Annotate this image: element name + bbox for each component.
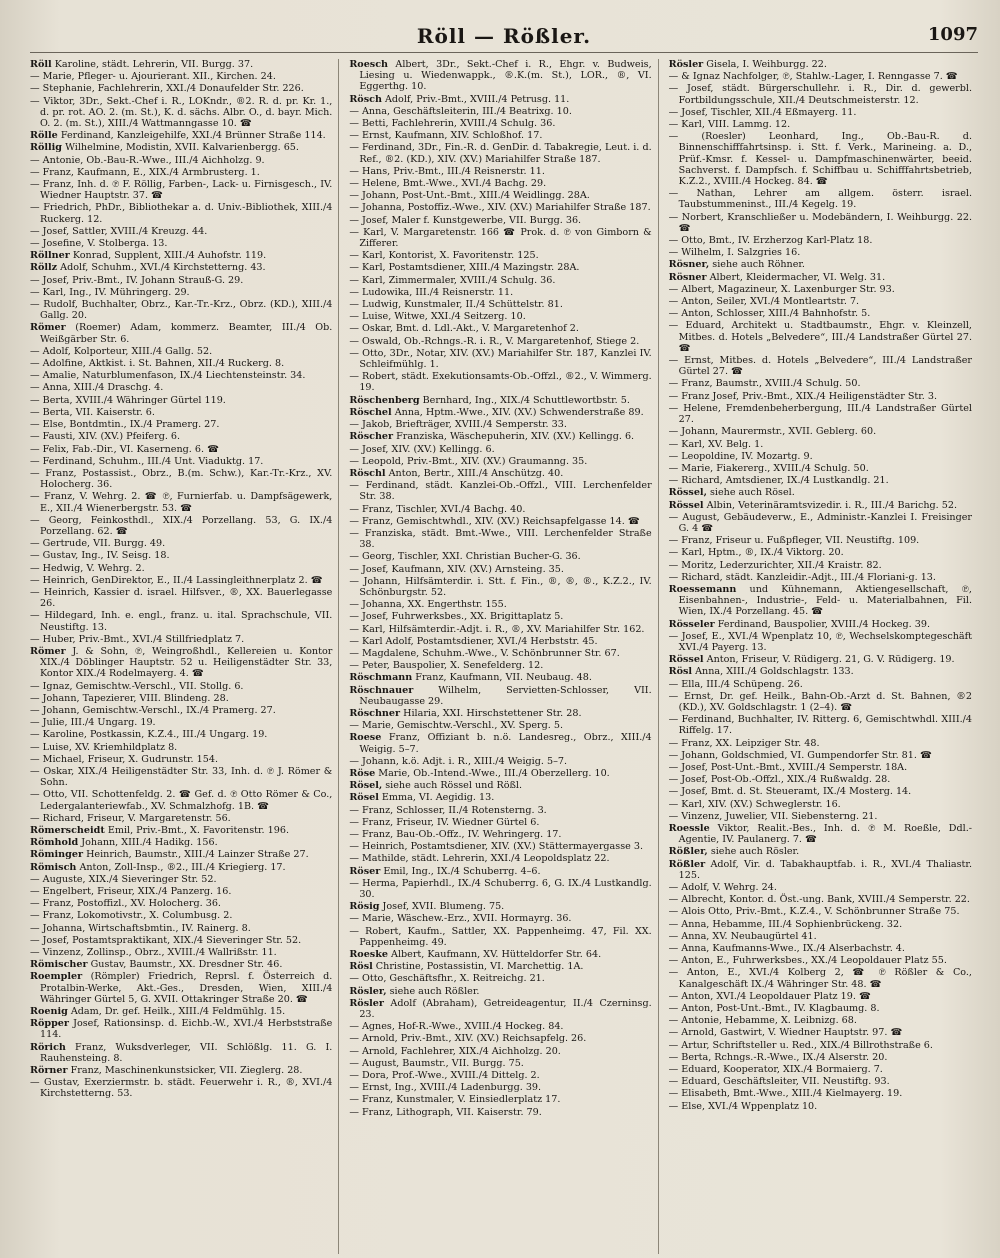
directory-entry: — Luise, Witwe, XXI./4 Seitzerg. 10. (349, 311, 526, 323)
directory-entry: — Franz, Tischler, XVI./4 Bachg. 40. (349, 503, 526, 515)
directory-entry: — Adolf, V. Wehrg. 24. (668, 882, 777, 894)
directory-entry: — Anton, E., Fuhrwerksbes., XX./4 Leopoldauer Platz 55. (668, 955, 947, 967)
directory-entry: Röllner Konrad, Supplent, XIII./4 Auhofstr. 119. (30, 250, 267, 262)
directory-entry: — Ernst, Dr. gef. Heilk., Bahn-Ob.-Arzt d. St. Bahnen, ®2 (KD.), XV. Goldschlagstr. 1 (2–4). ☎ (668, 690, 972, 713)
directory-entry: — Hans, Priv.-Bmt., III./4 Reisnerstr. 11. (349, 165, 545, 177)
directory-entry: Rörner Franz, Maschinenkunstsicker, VII. Zieglerg. 28. (30, 1065, 303, 1077)
directory-entry: — Eduard, Kooperator, XIX./4 Bormaierg. 7. (668, 1064, 883, 1076)
directory-entry: — Friedrich, PhDr., Bibliothekar a. d. Univ.-Bibliothek, XIII./4 Ruckerg. 12. (30, 202, 333, 225)
directory-entry: — Anna, XV. Neubaugürtel 41. (668, 930, 817, 942)
directory-entry: Rösner, siehe auch Röhner. (668, 259, 805, 271)
directory-entry: — Albrecht, Kontor. d. Öst.-ung. Bank, XVIII./4 Semperstr. 22. (668, 894, 970, 906)
directory-entry: — Richard, Friseur, V. Margaretenstr. 56. (30, 812, 231, 824)
directory-entry: — Josef, Maler f. Kunstgewerbe, VII. Burgg. 36. (349, 214, 582, 226)
directory-entry: — Gustav, Ing., IV. Seisg. 18. (30, 550, 170, 562)
directory-entry: — Arnold, Gastwirt, V. Wiedner Hauptstr. 97. ☎ (668, 1027, 903, 1039)
directory-entry: — Michael, Friseur, X. Gudrunstr. 154. (30, 753, 218, 765)
directory-entry: — Ferdinand, städt. Kanzlei-Ob.-Offzl., VIII. Lerchenfelder Str. 38. (349, 480, 652, 503)
directory-entry: — Franz, Lokomotivstr., X. Columbusg. 2. (30, 910, 233, 922)
directory-entry: — Oskar, Bmt. d. Ldl.-Akt., V. Margaretenhof 2. (349, 323, 579, 335)
directory-entry: — Ignaz, Gemischtw.-Verschl., VII. Stollg. 6. (30, 680, 244, 692)
directory-entry: — Ferdinand, 3Dr., Fin.-R. d. GenDir. d. Tabakregie, Leut. i. d. Ref., ®2. (KD.), XIV. (XV.) Mariahilfer Straße 187. (349, 142, 652, 165)
directory-entry: — Gustav, Exerziermstr. b. städt. Feuerwehr i. R., ®, XVI./4 Kirchstetterng. 53. (30, 1077, 333, 1100)
directory-entry: — Karl, Postamtsdiener, XIII./4 Mazingstr. 28A. (349, 262, 580, 274)
directory-entry: — Artur, Schriftsteller u. Red., XIX./4 Billrothstraße 6. (668, 1039, 933, 1051)
directory-entry: — Luise, XV. Kriemhildplatz 8. (30, 741, 178, 753)
directory-entry: — Franz, Gemischtwhdl., XIV. (XV.) Reichsapfelgasse 14. ☎ (349, 515, 640, 527)
directory-entry: — Agnes, Hof-R.-Wwe., XVIII./4 Hockeg. 84. (349, 1021, 564, 1033)
directory-entry: — August, Gebäudeverw., E., Administr.-Kanzlei I. Freisinger G. 4 ☎ (668, 511, 972, 534)
directory-entry: — Vinzenz, Juwelier, VII. Siebensterng. 21. (668, 810, 878, 822)
directory-entry: Röschnauer Wilhelm, Servietten-Schlosser, VII. Neubaugasse 29. (349, 684, 652, 707)
directory-entry: — Peter, Bauspolier, X. Senefelderg. 12. (349, 660, 544, 672)
directory-entry: — Herma, Papierhdl., IX./4 Schuberrg. 6, G. IX./4 Lustkandlg. 30. (349, 877, 652, 901)
directory-entry: — Anna, Geschäftsleiterin, III./4 Beatrixg. 10. (349, 105, 572, 117)
directory-entry: — Johann, Maurermstr., XVII. Geblerg. 60. (668, 426, 877, 438)
directory-entry: — Franz, Friseur u. Fußpfleger, VII. Neustiftg. 109. (668, 535, 920, 547)
page-number: 1097 (927, 24, 978, 45)
directory-entry: — Eduard, Geschäftsleiter, VII. Neustiftg. 93. (668, 1076, 890, 1088)
directory-entry: — Anton, Schlosser, XIII./4 Bahnhofstr. 5. (668, 308, 871, 320)
directory-entry: — Arnold, Priv.-Bmt., XIV. (XV.) Reichsapfelg. 26. (349, 1033, 587, 1045)
directory-entry: — Alois Otto, Priv.-Bmt., K.Z.4., V. Schönbrunner Straße 75. (668, 906, 960, 918)
directory-entry: — Marie, Gemischtw.-Verschl., XV. Sperg. 5. (349, 720, 564, 732)
directory-entry: — Jakob, Briefträger, XVIII./4 Semperstr. 33. (349, 419, 567, 431)
directory-entry: Roessemann und Kühnemann, Aktiengesellschaft, ℗, Eisenbahnen-, Industrie-, Feld- u. Materialbahnen, Fil. Wien, IX./4 Porzellang. 45. ☎ (668, 583, 972, 618)
directory-entry: Rößler, siehe auch Rösler. (668, 846, 800, 858)
directory-entry: — Karl, VIII. Lammg. 12. (668, 119, 791, 131)
directory-entry: Röscher Franziska, Wäschepuherin, XIV. (XV.) Kellingg. 6. (349, 431, 635, 443)
directory-entry: — Otto, VII. Schottenfeldg. 2. ☎ Gef. d. ℗ Otto Römer & Co., Ledergalanteriewfab., XV. Schmalzhofg. 1B. ☎ (30, 789, 333, 812)
directory-entry: — Franz, Inh. d. ℗ F. Röllig, Farben-, Lack- u. Firnisgesch., IV. Wiedner Hauptstr. 37. ☎ (30, 179, 333, 202)
directory-entry: — Franz, Postassist., Obrz., B.(m. Schw.), Kar.-Tr.-Krz., XV. Holocherg. 36. (30, 467, 333, 491)
directory-entry: — Johann, Post-Unt.-Bmt., XIII./4 Weidlingg. 28A. (349, 190, 590, 202)
directory-entry: Rösl Anna, XIII./4 Goldschlagstr. 133. (668, 666, 854, 678)
directory-entry: Rösel, siehe auch Rössel und Rößl. (349, 780, 523, 792)
directory-entry: Römerscheidt Emil, Priv.-Bmt., X. Favoritenstr. 196. (30, 825, 290, 836)
directory-entry: Römischer Gustav, Baumstr., XX. Dresdner Str. 46. (30, 959, 283, 971)
directory-entry: — Josef, Priv.-Bmt., IV. Johann Strauß-G. 29. (30, 274, 244, 286)
directory-entry: — Georg, Tischler, XXI. Christian Bucher-G. 36. (349, 551, 581, 563)
directory-entry: Rösler Gisela, I. Weihburgg. 22. (668, 59, 827, 70)
directory-entry: — Hildegard, Inh. e. engl., franz. u. ital. Sprachschule, VII. Neustiftg. 13. (30, 610, 333, 633)
directory-entry: — Franz, Friseur, IV. Wiedner Gürtel 6. (349, 816, 540, 828)
directory-entry: — Johanna, Postoffiz.-Wwe., XIV. (XV.) Mariahilfer Straße 187. (349, 202, 651, 214)
directory-entry: — Franz, Schlosser, II./4 Rotensterng. 3. (349, 804, 547, 816)
directory-entry: Rösler Adolf (Abraham), Getreideagentur, II./4 Czerninsg. 23. (349, 997, 652, 1021)
directory-entry: — Julie, III./4 Ungarg. 19. (30, 717, 156, 729)
directory-entry: — Richard, städt. Kanzleidir.-Adjt., III./4 Floriani-g. 13. (668, 571, 936, 583)
directory-entry: Roeske Albert, Kaufmann, XV. Hütteldorfer Str. 64. (349, 949, 602, 961)
directory-entry: — Otto, Geschäftsfhr., X. Reitreichg. 21. (349, 973, 545, 985)
directory-entry: Roessle Viktor, Realit.-Bes., Inh. d. ℗ M. Roeßle, Ddl.-Agentie, IV. Paulanerg. 7. ☎ (668, 823, 972, 846)
directory-entry: Röse Marie, Ob.-Intend.-Wwe., III./4 Oberzellerg. 10. (349, 767, 610, 779)
directory-entry: — Josef, Kaufmann, XIV. (XV.) Arnsteing. 35. (349, 563, 564, 575)
directory-entry: — Josef, Tischler, XII./4 Eßmayerg. 11. (668, 106, 857, 118)
directory-entry: — Anton, Post-Unt.-Bmt., IV. Klagbaumg. 8. (668, 1003, 880, 1015)
directory-entry: — Anton, E., XVI./4 Kolberg 2, ☎ ℗ Rößler & Co., Kanalgeschäft IX./4 Währinger Str. 48. ☎ (668, 967, 972, 990)
directory-entry: — Arnold, Fachlehrer, XIX./4 Aichholzg. 20. (349, 1045, 561, 1057)
directory-entry: Rösseler Ferdinand, Bauspolier, XVIII./4 Hockeg. 39. (668, 618, 931, 630)
directory-entry: Rösler, siehe auch Rößler. (349, 985, 480, 997)
directory-entry: — Karl, Hilfsämterdir.-Adjt. i. R., ®, XV. Mariahilfer Str. 162. (349, 623, 645, 635)
directory-entry: Rößler Adolf, Vir. d. Tabakhauptfab. i. R., XVI./4 Thaliastr. 125. (668, 858, 972, 881)
directory-entry: — Josef, Postamtspraktikant, XIX./4 Sieveringer Str. 52. (30, 934, 302, 946)
directory-entry: Röschl Anton, Bertr., XIII./4 Anschützg. 40. (349, 467, 564, 479)
directory-entry: — Josefine, V. Stolberga. 13. (30, 238, 168, 250)
directory-entry: — Albert, Magazineur, X. Laxenburger Str. 93. (668, 283, 895, 295)
directory-entry: Roesch Albert, 3Dr., Sekt.-Chef i. R., Ehgr. v. Budweis, Liesing u. Wiedenwappk., ®.K.(m. St.), LOR., ®, VI. Eggerthg. 10. (349, 59, 652, 93)
directory-entry: — Engelbert, Friseur, XIX./4 Panzerg. 16. (30, 886, 232, 898)
directory-entry: — Viktor, 3Dr., Sekt.-Chef i. R., LOKndr., ®2. R. d. pr. Kr. 1., d. pr. rot. AO. 2. (m. St.), K. d. sächs. Albr. O., d. bayr. Mich. O. 2. (m. St.), XIII./4 Wattmanngasse 10. ☎ (30, 95, 333, 130)
directory-entry: — Robert, städt. Exekutionsamts-Ob.-Offzl., ®2., V. Wimmerg. 19. (349, 371, 652, 394)
directory-entry: — Eduard, Architekt u. Stadtbaumstr., Ehgr. v. Kleinzell, Mitbes. d. Hotels „Belvedere“, III./4 Landstraßer Gürtel 27. ☎ (668, 320, 972, 354)
directory-entry: — Ernst, Ing., XVIII./4 Ladenburgg. 39. (349, 1082, 542, 1094)
directory-entry: — Else, Bontdmtin., IX./4 Pramerg. 27. (30, 419, 220, 431)
directory-entry: — Franz, Bau-Ob.-Offz., IV. Wehringerg. 17. (349, 829, 562, 840)
directory-entry: — Georg, Feinkosthdl., XIX./4 Porzellang. 53, G. IX./4 Porzellang. 62. ☎ (30, 514, 333, 537)
directory-entry: — Franz, Kaufmann, E., XIX./4 Armbrusterg. 1. (30, 166, 260, 178)
directory-entry: — Else, XVI./4 Wppenplatz 10. (668, 1100, 818, 1112)
directory-entry: Römhold Johann, XIII./4 Hadikg. 156. (30, 837, 218, 849)
directory-entry: — Franz, Kunstmaler, V. Einsiedlerplatz 17. (349, 1094, 561, 1106)
directory-entry: — Richard, Amtsdiener, IX./4 Lustkandlg. 21. (668, 475, 889, 487)
directory-entry: — Johanna, Wirtschaftsbmtin., IV. Rainerg. 8. (30, 922, 251, 934)
directory-entry: — Karl, XIV. (XV.) Schweglerstr. 16. (668, 798, 841, 810)
directory-entry: — Franz, XX. Leipziger Str. 48. (668, 737, 820, 749)
directory-entry: — Johann, Goldschmied, VI. Gumpendorfer Str. 81. ☎ (668, 749, 932, 761)
directory-entry: — Ernst, Mitbes. d. Hotels „Belvedere“, III./4 Landstraßer Gürtel 27. ☎ (668, 355, 972, 378)
directory-entry: — Gertrude, VII. Burgg. 49. (30, 538, 166, 550)
directory-entry: — Johann, k.ö. Adjt. i. R., XIII./4 Weigig. 5–7. (349, 755, 568, 767)
directory-entry: — Heinrich, Kassier d. israel. Hilfsver., ®, XX. Bauerlegasse 26. (30, 586, 333, 610)
directory-entry: — Johanna, XX. Engerthstr. 155. (349, 599, 507, 611)
directory-entry: — Anton, Seiler, XVI./4 Montleartstr. 7. (668, 296, 860, 308)
directory-entry: — Adolfine, Aktkist. i. St. Bahnen, XII./4 Ruckerg. 8. (30, 358, 285, 370)
directory-entry: — Josef, Post-Unt.-Bmt., XVIII./4 Semperstr. 18A. (668, 761, 908, 773)
directory-entry: — Franz Josef, Priv.-Bmt., XIX./4 Heiligenstädter Str. 3. (668, 390, 938, 402)
directory-entry: — Norbert, Kranschließer u. Modebändern, I. Weihburgg. 22. ☎ (668, 211, 972, 234)
directory-entry: — Karl, Kontorist, X. Favoritenstr. 125. (349, 250, 539, 262)
directory-entry: Rössel Albin, Veterinäramtsvizedir. i. R., III./4 Barichg. 52. (668, 499, 957, 511)
directory-entry: — August, Baumstr., VII. Burgg. 75. (349, 1057, 524, 1069)
directory-entry: — Hedwig, V. Wehrg. 2. (30, 562, 145, 574)
directory-entry: Röschenberg Bernhard, Ing., XIX./4 Schuttlewortbstr. 5. (349, 394, 630, 406)
directory-entry: — Marie, Wäschew.-Erz., XVII. Hormayrg. 36. (349, 913, 572, 925)
directory-entry: Römer J. & Sohn, ℗, Weingroßhdl., Kellereien u. Kontor XIX./4 Döblinger Hauptstr. 52 u. Heiligenstädter Str. 33, Kontor XIX./4 Rodelmayerg. 4. ☎ (30, 645, 333, 680)
directory-entry: Römer (Roemer) Adam, kommerz. Beamter, III./4 Ob. Weißgärber Str. 6. (30, 322, 333, 345)
page-header (30, 18, 978, 53)
directory-entry: — Anna, Kaufmanns-Wwe., IX./4 Alserbachstr. 4. (668, 943, 905, 955)
directory-entry: — Josef, XIV. (XV.) Kellingg. 6. (349, 443, 495, 455)
directory-entry: — Oskar, XIX./4 Heiligenstädter Str. 33, Inh. d. ℗ J. Römer & Sohn. (30, 765, 333, 789)
directory-entry: Roenig Adam, Dr. gef. Heilk., XIII./4 Feldmühlg. 15. (30, 1006, 286, 1018)
directory-entry: — Heinrich, Postamtsdiener, XIV. (XV.) Stättermayergasse 3. (349, 841, 644, 853)
directory-entry: — Josef, E., XVI./4 Wpenplatz 10, ℗, Wechselskomptegeschäft XVI./4 Payerg. 13. (668, 630, 972, 653)
directory-entry: — Franziska, städt. Bmt.-Wwe., VIII. Lerchenfelder Straße 38. (349, 527, 652, 551)
directory-entry: — Ferdinand, Schuhm., III./4 Unt. Viaduktg. 17. (30, 455, 264, 467)
directory-entry: — Elisabeth, Bmt.-Wwe., XIII./4 Kielmayerg. 19. (668, 1088, 903, 1100)
directory-entry: Roese Franz, Offiziant b. n.ö. Landesreg., Obrz., XIII./4 Weigig. 5–7. (349, 732, 652, 755)
directory-entry: — Berta, VII. Kaiserstr. 6. (30, 406, 155, 418)
directory-entry: — Josef, Bmt. d. St. Steueramt, IX./4 Mosterg. 14. (668, 786, 912, 798)
directory-entry: — Josef, Post-Ob.-Offzl., XIX./4 Rußwaldg. 28. (668, 774, 891, 786)
directory-entry: Rössel Anton, Friseur, V. Rüdigerg. 21, G. V. Rüdigerg. 19. (668, 654, 955, 666)
directory-entry: — Berta, XVIII./4 Währinger Gürtel 119. (30, 394, 226, 406)
directory-entry: — Felix, Fab.-Dir., VI. Kaserneng. 6. ☎ (30, 443, 220, 455)
directory-entry: Rösner Albert, Kleidermacher, VI. Welg. 31. (668, 271, 886, 283)
page-title: Röll — Rößler. (416, 24, 592, 48)
directory-entry: — Mathilde, städt. Lehrerin, XXI./4 Leopoldsplatz 22. (349, 853, 610, 865)
directory-entry: — Franz, Postoffizl., XV. Holocherg. 36. (30, 898, 221, 910)
directory-entry: — Amalie, Naturblumenfason, IX./4 Liechtensteinstr. 34. (30, 370, 306, 382)
directory-entry: Röser Emil, Ing., IX./4 Schuberrg. 4–6. (349, 865, 541, 877)
directory-entry: Rösl Christine, Postassistin, VI. Marchettig. 1A. (349, 961, 584, 973)
directory-entry: Röminger Heinrich, Baumstr., XIII./4 Lainzer Straße 27. (30, 849, 309, 861)
directory-entry: Röschel Anna, Hptm.-Wwe., XIV. (XV.) Schwenderstraße 89. (349, 406, 644, 418)
directory-entry: — Josef, Sattler, XVIII./4 Kreuzg. 44. (30, 225, 208, 237)
directory-entry: — Nathan, Lehrer am allgem. österr. israel. Taubstummeninst., III./4 Kegelg. 19. (668, 188, 972, 211)
directory-entry: — Leopoldine, IV. Mozartg. 9. (668, 450, 813, 462)
directory-entry: — Franz, Lithograph, VII. Kaiserstr. 79. (349, 1106, 542, 1118)
column-2 (349, 59, 658, 1254)
directory-entry: — Karl, XV. Belg. 1. (668, 438, 764, 450)
directory-entry: Rörich Franz, Wuksdverleger, VII. Schlößlg. 11. G. I. Rauhensteing. 8. (30, 1041, 333, 1064)
directory-entry: — Huber, Priv.-Bmt., XVI./4 Stillfriedplatz 7. (30, 633, 245, 645)
directory-entry: Rölle Ferdinand, Kanzleigehilfe, XXI./4 Brünner Straße 114. (30, 130, 326, 142)
directory-entry: — Leopold, Priv.-Bmt., XIV. (XV.) Graumanng. 35. (349, 455, 588, 467)
directory-entry: — Johann, Gemischtw.-Verschl., IX./4 Pramerg. 27. (30, 704, 276, 716)
column-1 (30, 59, 339, 1254)
directory-entry: Röschner Hilaria, XXI. Hirschstettener Str. 28. (349, 707, 582, 719)
directory-entry: — Adolf, Kolporteur, XIII./4 Gallg. 52. (30, 345, 213, 357)
directory-entry: — Karl, Zimmermaler, XVIII./4 Schulg. 36. (349, 274, 556, 286)
directory-entry: — Ludowika, III./4 Reisnerstr. 11. (349, 286, 514, 298)
directory-entry: — Auguste, XIX./4 Sieveringer Str. 52. (30, 873, 217, 885)
directory-entry: Rössel, siehe auch Rösel. (668, 487, 795, 499)
directory-entry: Röschmann Franz, Kaufmann, VII. Neubaug. 48. (349, 672, 592, 684)
directory-entry: — Ernst, Kaufmann, XIV. Schloßhof. 17. (349, 130, 543, 142)
directory-entry: — Robert, Kaufm., Sattler, XX. Pappenheimg. 47, Fil. XX. Pappenheimg. 49. (349, 925, 652, 948)
directory-entry: — Fausti, XIV. (XV.) Pfeiferg. 6. (30, 431, 181, 443)
directory-entry: — Josef, städt. Bürgerschullehr. i. R., Dir. d. gewerbl. Fortbildungsschule, XII./4 Deutschmeisterstr. 12. (668, 83, 972, 106)
directory-entry: — Karl Adolf, Postamtsdiener, XVI./4 Herbststr. 45. (349, 635, 598, 647)
directory-entry: — Dora, Prof.-Wwe., XVIII./4 Dittelg. 2. (349, 1070, 540, 1082)
directory-entry: — Karoline, Postkassin, K.Z.4., III./4 Ungarg. 19. (30, 729, 268, 741)
directory-entry: — Rudolf, Buchhalter, Obrz., Kar.-Tr.-Krz., Obrz. (KD.), XIII./4 Gallg. 20. (30, 299, 333, 322)
directory-entry: — Antonie, Hebamme, X. Leibnizg. 68. (668, 1015, 857, 1027)
directory-entry: Röllz Adolf, Schuhm., XVI./4 Kirchstetterng. 43. (30, 262, 266, 274)
directory-entry: — Karl, V. Margaretenstr. 166 ☎ Prok. d. ℗ von Gimborn & Zifferer. (349, 226, 652, 250)
directory-entry: — Anton, XVI./4 Leopoldauer Platz 19. ☎ (668, 990, 871, 1002)
directory-entry: — Franz, V. Wehrg. 2. ☎ ℗, Furnierfab. u. Dampfsägewerk, E., XII./4 Wienerbergstr. 53. ☎ (30, 491, 333, 514)
directory-entry: — Anna, XIII./4 Draschg. 4. (30, 382, 164, 394)
directory-entry: — Ludwig, Kunstmaler, II./4 Schüttelstr. 81. (349, 299, 563, 311)
directory-entry: Rösig Josef, XVII. Blumeng. 75. (349, 901, 505, 913)
directory-entry: — Marie, Fiakererg., XVIII./4 Schulg. 50. (668, 462, 869, 474)
directory-entry: — Betti, Fachlehrerin, XVIII./4 Schulg. 36. (349, 118, 556, 130)
directory-entry: — Karl, Hptm., ®, IX./4 Viktorg. 20. (668, 547, 844, 559)
directory-entry: Röllig Wilhelmine, Modistin, XVII. Kalvarienbergg. 65. (30, 142, 299, 154)
directory-entry: — Johann, Tapezierer, VIII. Blindeng. 28. (30, 692, 229, 704)
directory-entry: — Otto, 3Dr., Notar, XIV. (XV.) Mariahilfer Str. 187, Kanzlei IV. Schleifmühlg. 1. (349, 347, 652, 371)
directory-entry: — Ferdinand, Buchhalter, IV. Ritterg. 6, Gemischtwhdl. XIII./4 Riffelg. 17. (668, 714, 972, 737)
directory-entry: — Johann, Hilfsämterdir. i. Stt. f. Fin., ®, ®, ®., K.Z.2., IV. Schönburgstr. 52. (349, 575, 652, 598)
directory-entry: Römisch Anton, Zoll-Insp., ®2., III./4 Kriegierg. 17. (30, 861, 286, 873)
directory-entry: — Helene, Fremdenbeherbergung, III./4 Landstraßer Gürtel 27. (668, 402, 972, 426)
directory-entry: Rösel Emma, VI. Aegidig. 13. (349, 792, 495, 804)
directory-entry: Röll Karoline, städt. Lehrerin, VII. Burgg. 37. (30, 59, 254, 70)
directory-entry: — Anna, Hebamme, III./4 Sophienbrückeng. 32. (668, 918, 903, 930)
directory-entry: — Vinzenz, Zollinsp., Obrz., XVIII./4 Wallrißstr. 11. (30, 947, 277, 959)
directory-entry: — Oswald, Ob.-Rchngs.-R. i. R., V. Margaretenhof, Stiege 2. (349, 335, 640, 347)
directory-entry: Rösch Adolf, Priv.-Bmt., XVIII./4 Petrusg. 11. (349, 93, 570, 105)
directory-entry: — Wilhelm, I. Salzgries 16. (668, 247, 801, 259)
directory-entry: — Magdalene, Schuhm.-Wwe., V. Schönbrunner Str. 67. (349, 647, 620, 659)
directory-entry: — Heinrich, GenDirektor, E., II./4 Lassingleithnerplatz 2. ☎ (30, 574, 323, 586)
directory-entry: — Josef, Fuhrwerksbes., XX. Brigittaplatz 5. (349, 611, 564, 623)
directory-entry: — Franz, Baumstr., XVIII./4 Schulg. 50. (668, 378, 861, 390)
directory-entry: — Moritz, Lederzurichter, XII./4 Kraistr. 82. (668, 559, 882, 571)
directory-entry: Roempler (Römpler) Friedrich, Reprsl. f. Österreich d. Protalbin-Werke, Akt.-Ges., Dresden, Wien, XIII./4 Währinger Gürtel 5, G. XVII. Ottakringer Straße 20. ☎ (30, 971, 333, 1005)
directory-entry: Röpper Josef, Rationsinsp. d. Eichb.-W., XVI./4 Herbststraße 114. (30, 1018, 333, 1041)
directory-entry: — Stephanie, Fachlehrerin, XXI./4 Donaufelder Str. 226. (30, 83, 304, 95)
directory-entry: — Berta, Rchngs.-R.-Wwe., IX./4 Alserstr. 20. (668, 1051, 888, 1063)
directory-entry: — Helene, Bmt.-Wwe., XVI./4 Bachg. 29. (349, 178, 547, 190)
directory-entry: — Karl, Ing., IV. Mühringerg. 29. (30, 286, 190, 298)
directory-entry: — Antonie, Ob.-Bau-R.-Wwe., III./4 Aichholzg. 9. (30, 154, 265, 166)
directory-entry: — Otto, Bmt., IV. Erzherzog Karl-Platz 18. (668, 235, 873, 247)
directory-entry: — & Ignaz Nachfolger, ℗, Stahlw.-Lager, I. Renngasse 7. ☎ (668, 71, 958, 83)
directory-entry: — (Roesler) Leonhard, Ing., Ob.-Bau-R. d. Binnenschifffahrtsinsp. i. Stt. f. Verk., Marineing. a. D., Prüf.-Kmsr. f. Kessel- u. Dampfmaschinenwärter, beeid. Sachverst. f. Dampfsch. f. Schiffbau u. Schifffahrtsbetrieb, K.Z.2., XVIII./4 Hockeg. 84. ☎ (668, 131, 972, 188)
column-3 (669, 59, 978, 1254)
directory-entry: — Marie, Pfleger- u. Ajourierant. XII., Kirchen. 24. (30, 71, 276, 83)
directory-columns (30, 59, 978, 1254)
directory-entry: — Ella, III./4 Schüpeng. 26. (668, 678, 803, 690)
